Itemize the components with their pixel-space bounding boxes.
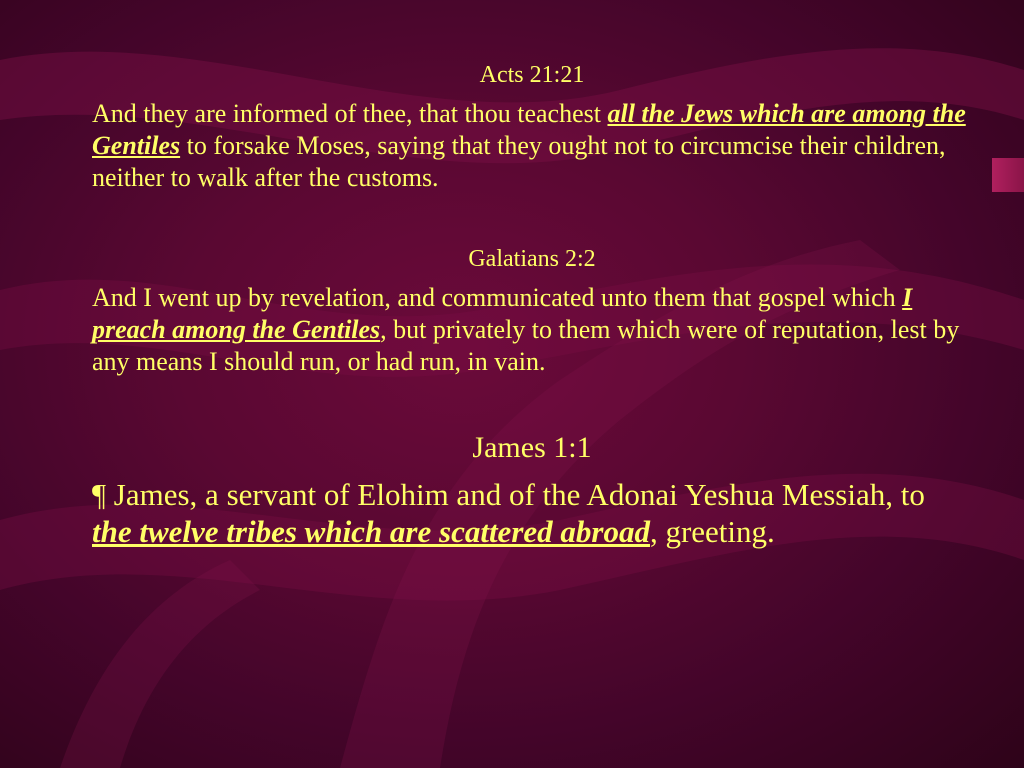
verse-text-after: to forsake Moses, saying that they ought not to circumcise their children, neither to walk after the customs. xyxy=(92,131,946,192)
verse-text-before: ¶ James, a servant of Elohim and of the Adonai Yeshua Messiah, to xyxy=(92,477,925,512)
passage-james xyxy=(92,428,972,550)
side-accent-tab xyxy=(992,158,1024,192)
verse-emphasis: the twelve tribes which are scattered abroad xyxy=(92,514,650,549)
verse-text-before: And I went up by revelation, and communicated unto them that gospel which xyxy=(92,283,903,312)
passage-reference: Acts 21:21 xyxy=(479,62,585,88)
verse-text-after: , greeting. xyxy=(649,514,775,549)
passage-text xyxy=(92,476,972,550)
passage-galatians xyxy=(92,242,972,378)
passage-reference: James 1:1 xyxy=(472,431,592,464)
verse-emphasis: I preach among the Gentiles xyxy=(92,283,913,344)
verse-text-after: , but privately to them which were of reputation, lest by any means I should run, or had run, in vain. xyxy=(92,315,960,376)
slide-content xyxy=(92,58,972,550)
verse-text-before: And they are informed of thee, that thou teachest xyxy=(92,99,608,128)
passage-text xyxy=(92,282,972,378)
passage-acts xyxy=(92,58,972,194)
passage-reference: Galatians 2:2 xyxy=(468,246,596,272)
passage-text xyxy=(92,98,972,194)
verse-emphasis: all the Jews which are among the Gentiles xyxy=(92,99,966,160)
